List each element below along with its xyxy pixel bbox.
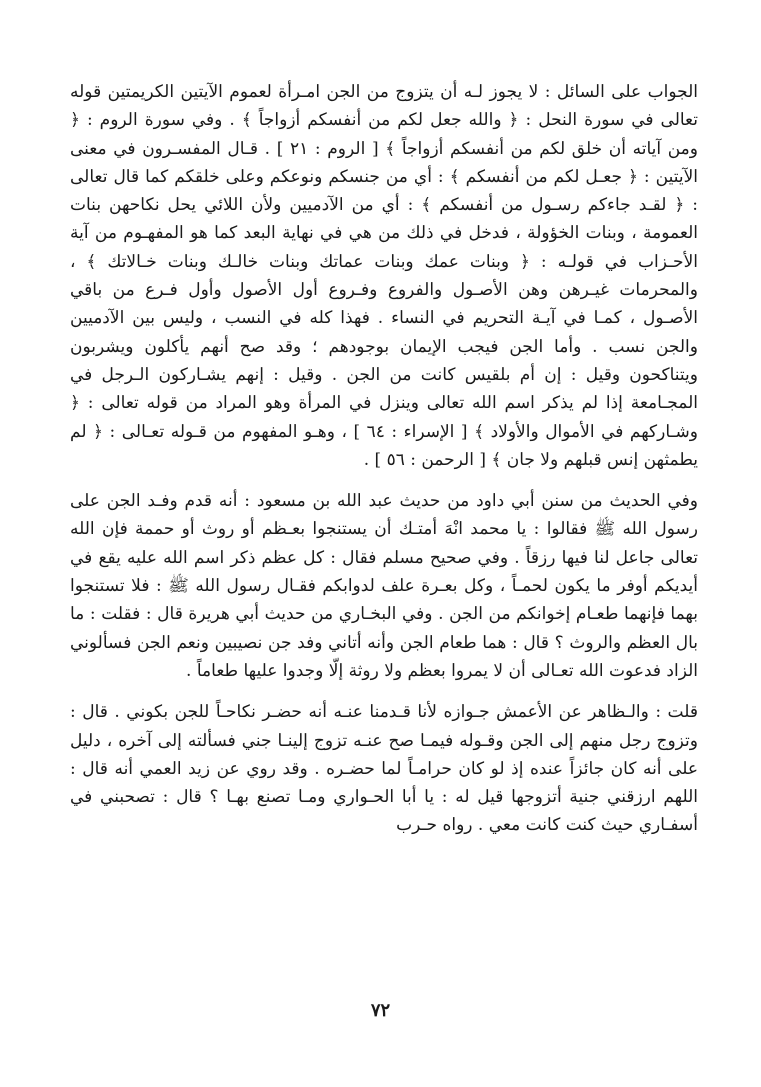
paragraph-comment: قلت : والـظاهر عن الأعمش جـوازه لأنا قـدمنا عنـه أنه حضـر نكاحـاً للجن بكوني . قال : وتزوج رجل منهم إلى الجن وقـوله فيمـا صح عنـه تزوج إلينـا جني فسألته إلى آخره ، دليل على أنه كان جائزاً عنده إذ لو كان حرامـاً لما حضـره . وقد روي عن زيد العمي أنه قال : اللهم ارزقني جنية أتزوجها قيل له : يا أبا الحـواري ومـا تصنع بهـا ؟ قال : تصحبني في أسفـاري حيث كنت كانت معي . رواه حـرب [70,702,698,836]
paragraph-answer: الجواب على السائل : لا يجوز لـه أن يتزوج من الجن امـرأة لعموم الآيتين الكريمتين قوله تعالى في سورة النحل : ﴿ والله جعل لكم من أنفسكم أزواجاً ﴾ . وفي سورة الروم : ﴿ ومن آياته أن خلق لكم من أنفسكم أزواجاً ﴾ [ الروم : ٢١ ] . قـال المفسـرون في معنى الآيتين : ﴿ جعـل لكم من أنفسكم ﴾ : أي من جنسكم ونوعكم وعلى خلقكم كما قال تعالى : ﴿ لقـد جاءكم رسـول من أنفسكم ﴾ : أي من الآدميين ولأن اللائي يحل نكاحهن بنات العمومة ، وبنات الخؤولة ، فدخل في ذلك من هي في نهاية البعد كما هو المفهـوم من آية الأحـزاب في قولـه : ﴿ وبنات عمك وبنات عماتك وبنات خالـك وبنات خـالاتك ﴾ ، والمحرمات غيـرهن وهن الأصـول والفروع وفـروع أول الأصول وأول فـرع من باقي الأصـول ، كمـا في آيـة التحريم في النساء . فهذا كله في النسب ، وليس بين الآدميين والجن نسب . وأما الجن فيجب الإيمان بوجودهم ؛ وقد صح أنهم يأكلون ويشربون ويتناكحون وقيل : إن أم بلقيس كانت من الجن . وقيل : إنهم يشـاركون الـرجل في المجـامعة إذا لم يذكر اسم الله تعالى وينزل في المرأة وهو المراد من قوله تعالى : ﴿ وشـاركهم في الأموال والأولاد ﴾ [ الإسراء : ٦٤ ] ، وهـو المفهوم من قـوله تعـالى : ﴿ لم يطمثهن إنس قبلهم ولا جان ﴾ [ الرحمن : ٥٦ ] . [70,82,698,470]
paragraph-hadith: وفي الحديث من سنن أبي داود من حديث عبد الله بن مسعود : أنه قدم وفـد الجن على رسول الله ﷺ فقالوا : يا محمد انْهَ أمتـك أن يستنجوا بعـظم أو روث أو حممة فإن الله تعالى جاعل لنا فيها رزقاً . وفي صحيح مسلم فقال : كل عظم ذكر اسم الله عليه يقع في أيديكم أوفر ما يكون لحمـاً ، وكل بعـرة علف لدوابكم فقـال رسول الله ﷺ : فلا تستنجوا بهما فإنهما طعـام إخوانكم من الجن . وفي البخـاري من حديث أبي هريرة قال : فقلت : ما بال العظم والروث ؟ قال : هما طعام الجن وأنه أتاني وفد جن نصيبين ونعم الجن فسألوني الزاد فدعوت الله تعـالى أن لا يمروا بعظم ولا روثة إلّا وجدوا عليها طعاماً . [70,491,698,681]
page-body [70,78,698,840]
page-number: ٧٢ [370,1000,391,1021]
